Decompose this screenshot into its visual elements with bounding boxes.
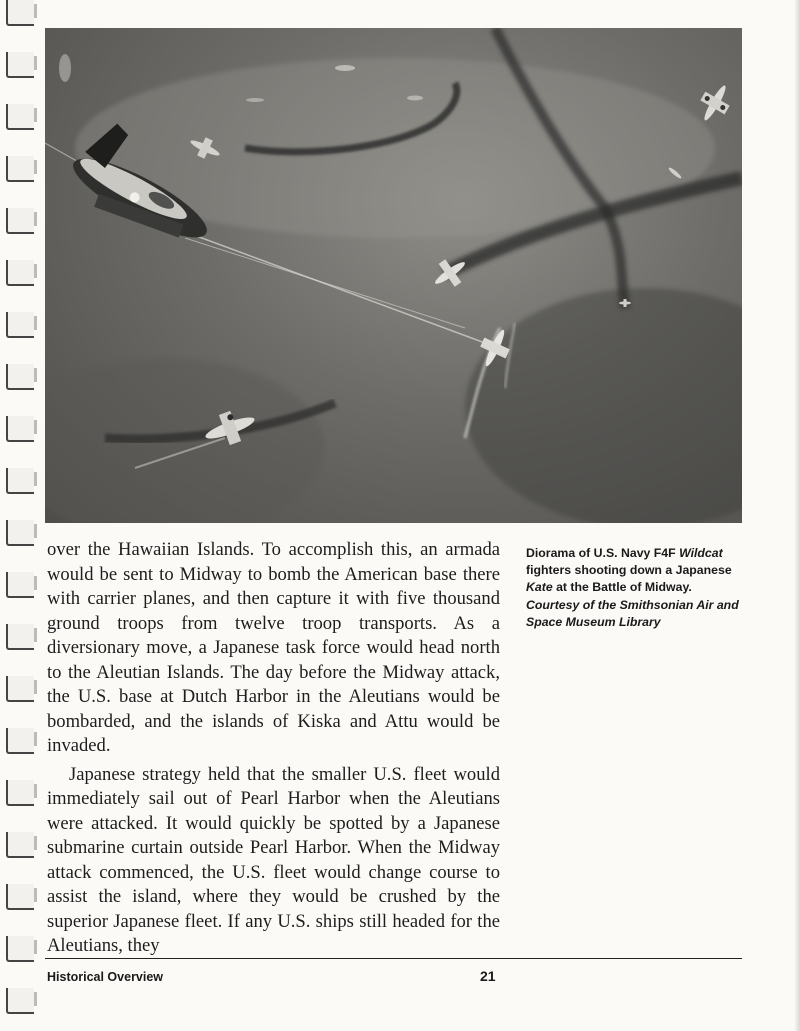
photo-illustration [45, 28, 742, 523]
binding-ring [6, 520, 34, 546]
binding-ring [6, 312, 34, 338]
diorama-photograph [45, 28, 742, 523]
binding-ring [6, 676, 34, 702]
binding-ring [6, 780, 34, 806]
page-number: 21 [480, 968, 496, 984]
distant-fighter [693, 79, 737, 128]
caption-text: at the Battle of Midway. [552, 580, 692, 595]
binding-ring [6, 156, 34, 182]
footer-section-title: Historical Overview [47, 970, 164, 984]
binding-ring [6, 468, 34, 494]
caption-aircraft-name: Wildcat [679, 546, 723, 560]
body-paragraph-1: over the Hawaiian Islands. To accomplish this, an armada would be sent to Midway to bomb the American base there with carrier planes, and then capture it with five thousand ground troops from twelve troop transports. As a diversionary move, a Japanese task force would head north to the Aleutian Islands. The day before the Midway attack, the U.S. base at Dutch Harbor in the Aleutians would be bombarded, and the islands of Kiska and Attu would be invaded. [47, 539, 500, 756]
binding-ring [6, 260, 34, 286]
body-paragraph-2: Japanese strategy held that the smaller U.S. fleet would immediately sail out of Pearl Harbor when the Aleutians were attacked. It would quickly be spotted by a Japanese submarine curtain outside Pearl Harbor. When the Midway attack commenced, the U.S. fleet would change course to assist the island, where they would be crushed by the superior Japanese fleet. If any U.S. ships still headed for the Aleutians, they [47, 763, 500, 956]
binding-ring [6, 364, 34, 390]
binding-ring [6, 416, 34, 442]
caption-text: Diorama of U.S. Navy F4F [526, 546, 680, 560]
binding-ring [6, 104, 34, 130]
footer-rule [45, 958, 742, 959]
binding-ring [6, 572, 34, 598]
caption-credit: Courtesy of the Smithsonian Air and Space Museum Library [526, 597, 739, 629]
binding-ring [6, 728, 34, 754]
photo-caption [526, 545, 746, 631]
caption-text: fighters shooting down a Japanese [526, 563, 732, 578]
page-edge-shadow [794, 0, 800, 1031]
binding-ring [6, 988, 34, 1014]
binding-ring [6, 208, 34, 234]
binding-ring [6, 936, 34, 962]
binding-ring [6, 52, 34, 78]
binding-ring [6, 884, 34, 910]
spiral-binding [0, 0, 40, 1031]
binding-ring [6, 0, 34, 26]
caption-aircraft-name: Kate [526, 580, 553, 595]
main-body-text [47, 538, 500, 959]
binding-ring [6, 832, 34, 858]
binding-ring [6, 624, 34, 650]
